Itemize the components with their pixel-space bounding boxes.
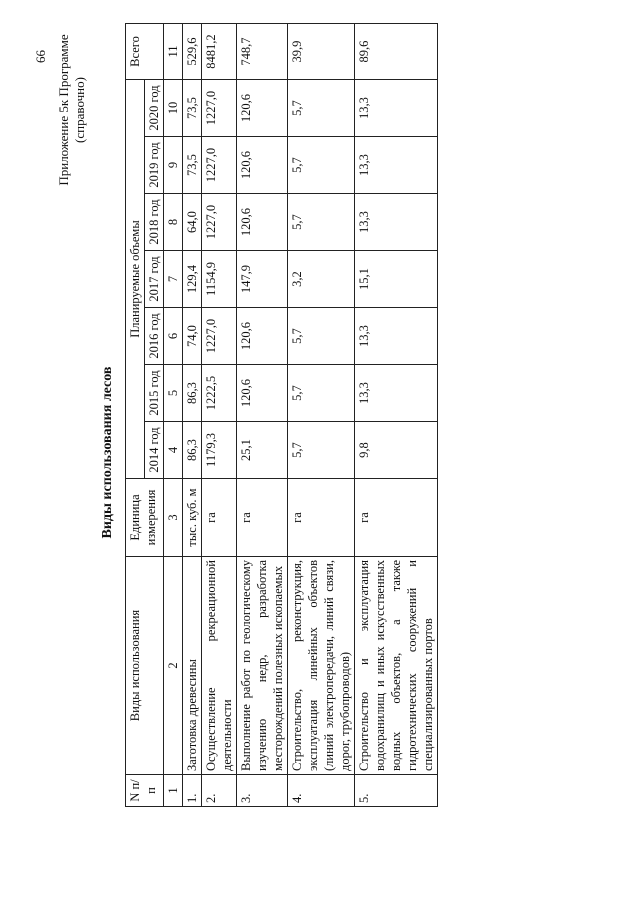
row-value: 73,5 xyxy=(183,137,202,194)
row-value: 120,6 xyxy=(237,365,288,422)
row-value: 1154,9 xyxy=(202,251,237,308)
row-value: 5,7 xyxy=(288,365,355,422)
table-row xyxy=(355,24,438,807)
row-value: 1227,0 xyxy=(202,194,237,251)
col-number: 6 xyxy=(164,308,183,365)
row-unit: га xyxy=(288,479,355,557)
year-header: 2017 год xyxy=(145,251,164,308)
row-value: 5,7 xyxy=(288,194,355,251)
row-value: 15,1 xyxy=(355,251,438,308)
row-num: 1. xyxy=(183,775,202,807)
row-value: 3,2 xyxy=(288,251,355,308)
row-value: 74,0 xyxy=(183,308,202,365)
year-header: 2014 год xyxy=(145,422,164,479)
col-number: 3 xyxy=(164,479,183,557)
row-value: 86,3 xyxy=(183,422,202,479)
row-value: 9,8 xyxy=(355,422,438,479)
col-number: 8 xyxy=(164,194,183,251)
appendix-line: (справочно) xyxy=(72,77,87,143)
year-header: 2020 год xyxy=(145,80,164,137)
year-header: 2019 год xyxy=(145,137,164,194)
row-total: 748,7 xyxy=(237,24,288,80)
header-planned: Планируемые объемы xyxy=(126,80,145,479)
row-value: 13,3 xyxy=(355,137,438,194)
header-type: Виды использования xyxy=(126,557,164,775)
row-name: Осуществление рекреационной деятельности xyxy=(202,557,237,775)
table-row xyxy=(288,24,355,807)
row-value: 86,3 xyxy=(183,365,202,422)
table-row xyxy=(237,24,288,807)
col-number: 1 xyxy=(164,775,183,807)
row-value: 1222,5 xyxy=(202,365,237,422)
col-number: 10 xyxy=(164,80,183,137)
row-num: 2. xyxy=(202,775,237,807)
table-title: Виды использования лесов xyxy=(100,366,115,539)
col-number: 9 xyxy=(164,137,183,194)
row-value: 120,6 xyxy=(237,308,288,365)
row-value: 5,7 xyxy=(288,137,355,194)
row-value: 1227,0 xyxy=(202,308,237,365)
row-num: 4. xyxy=(288,775,355,807)
row-value: 13,3 xyxy=(355,194,438,251)
appendix-line: Приложение 5к Программе xyxy=(56,34,71,186)
column-number-row xyxy=(164,24,183,807)
row-value: 147,9 xyxy=(237,251,288,308)
header-unit: Единица измерения xyxy=(126,479,164,557)
row-value: 120,6 xyxy=(237,80,288,137)
row-name: Строительство и эксплуатация водохранилищ и иных искусственных водных объектов, а также гидротехнических сооружений и специализированных портов xyxy=(355,557,438,775)
row-value: 13,3 xyxy=(355,308,438,365)
row-value: 64,0 xyxy=(183,194,202,251)
table-row xyxy=(183,24,202,807)
page-number: 66 xyxy=(33,50,48,63)
year-header: 2015 год xyxy=(145,365,164,422)
row-value: 25,1 xyxy=(237,422,288,479)
row-num: 5. xyxy=(355,775,438,807)
col-number: 7 xyxy=(164,251,183,308)
row-value: 1227,0 xyxy=(202,137,237,194)
row-value: 1227,0 xyxy=(202,80,237,137)
row-value: 5,7 xyxy=(288,308,355,365)
row-value: 5,7 xyxy=(288,80,355,137)
row-total: 8481,2 xyxy=(202,24,237,80)
header-num: N п/п xyxy=(126,775,164,807)
header-total: Всего xyxy=(126,24,164,80)
row-value: 5,7 xyxy=(288,422,355,479)
row-unit: га xyxy=(202,479,237,557)
table-row xyxy=(202,24,237,807)
row-name: Строительство, реконструкция, эксплуатация линейных объектов (линий электропередачи, линий связи, дорог, трубопроводов) xyxy=(288,557,355,775)
row-unit: га xyxy=(237,479,288,557)
col-number: 5 xyxy=(164,365,183,422)
row-value: 120,6 xyxy=(237,137,288,194)
row-unit: га xyxy=(355,479,438,557)
appendix-note xyxy=(56,0,88,220)
year-header: 2018 год xyxy=(145,194,164,251)
row-name: Заготовка древесины xyxy=(183,557,202,775)
row-value: 73,5 xyxy=(183,80,202,137)
col-number: 11 xyxy=(164,24,183,80)
col-number: 2 xyxy=(164,557,183,775)
row-unit: тыс. куб. м xyxy=(183,479,202,557)
row-num: 3. xyxy=(237,775,288,807)
row-value: 13,3 xyxy=(355,80,438,137)
year-header: 2016 год xyxy=(145,308,164,365)
row-total: 39,9 xyxy=(288,24,355,80)
row-value: 129,4 xyxy=(183,251,202,308)
row-name: Выполнение работ по геологическому изучению недр, разработка месторождений полезных ископаемых xyxy=(237,557,288,775)
header-row xyxy=(126,24,145,807)
row-value: 120,6 xyxy=(237,194,288,251)
row-total: 89,6 xyxy=(355,24,438,80)
col-number: 4 xyxy=(164,422,183,479)
forest-use-table xyxy=(125,23,438,807)
row-value: 1179,3 xyxy=(202,422,237,479)
row-total: 529,6 xyxy=(183,24,202,80)
row-value: 13,3 xyxy=(355,365,438,422)
